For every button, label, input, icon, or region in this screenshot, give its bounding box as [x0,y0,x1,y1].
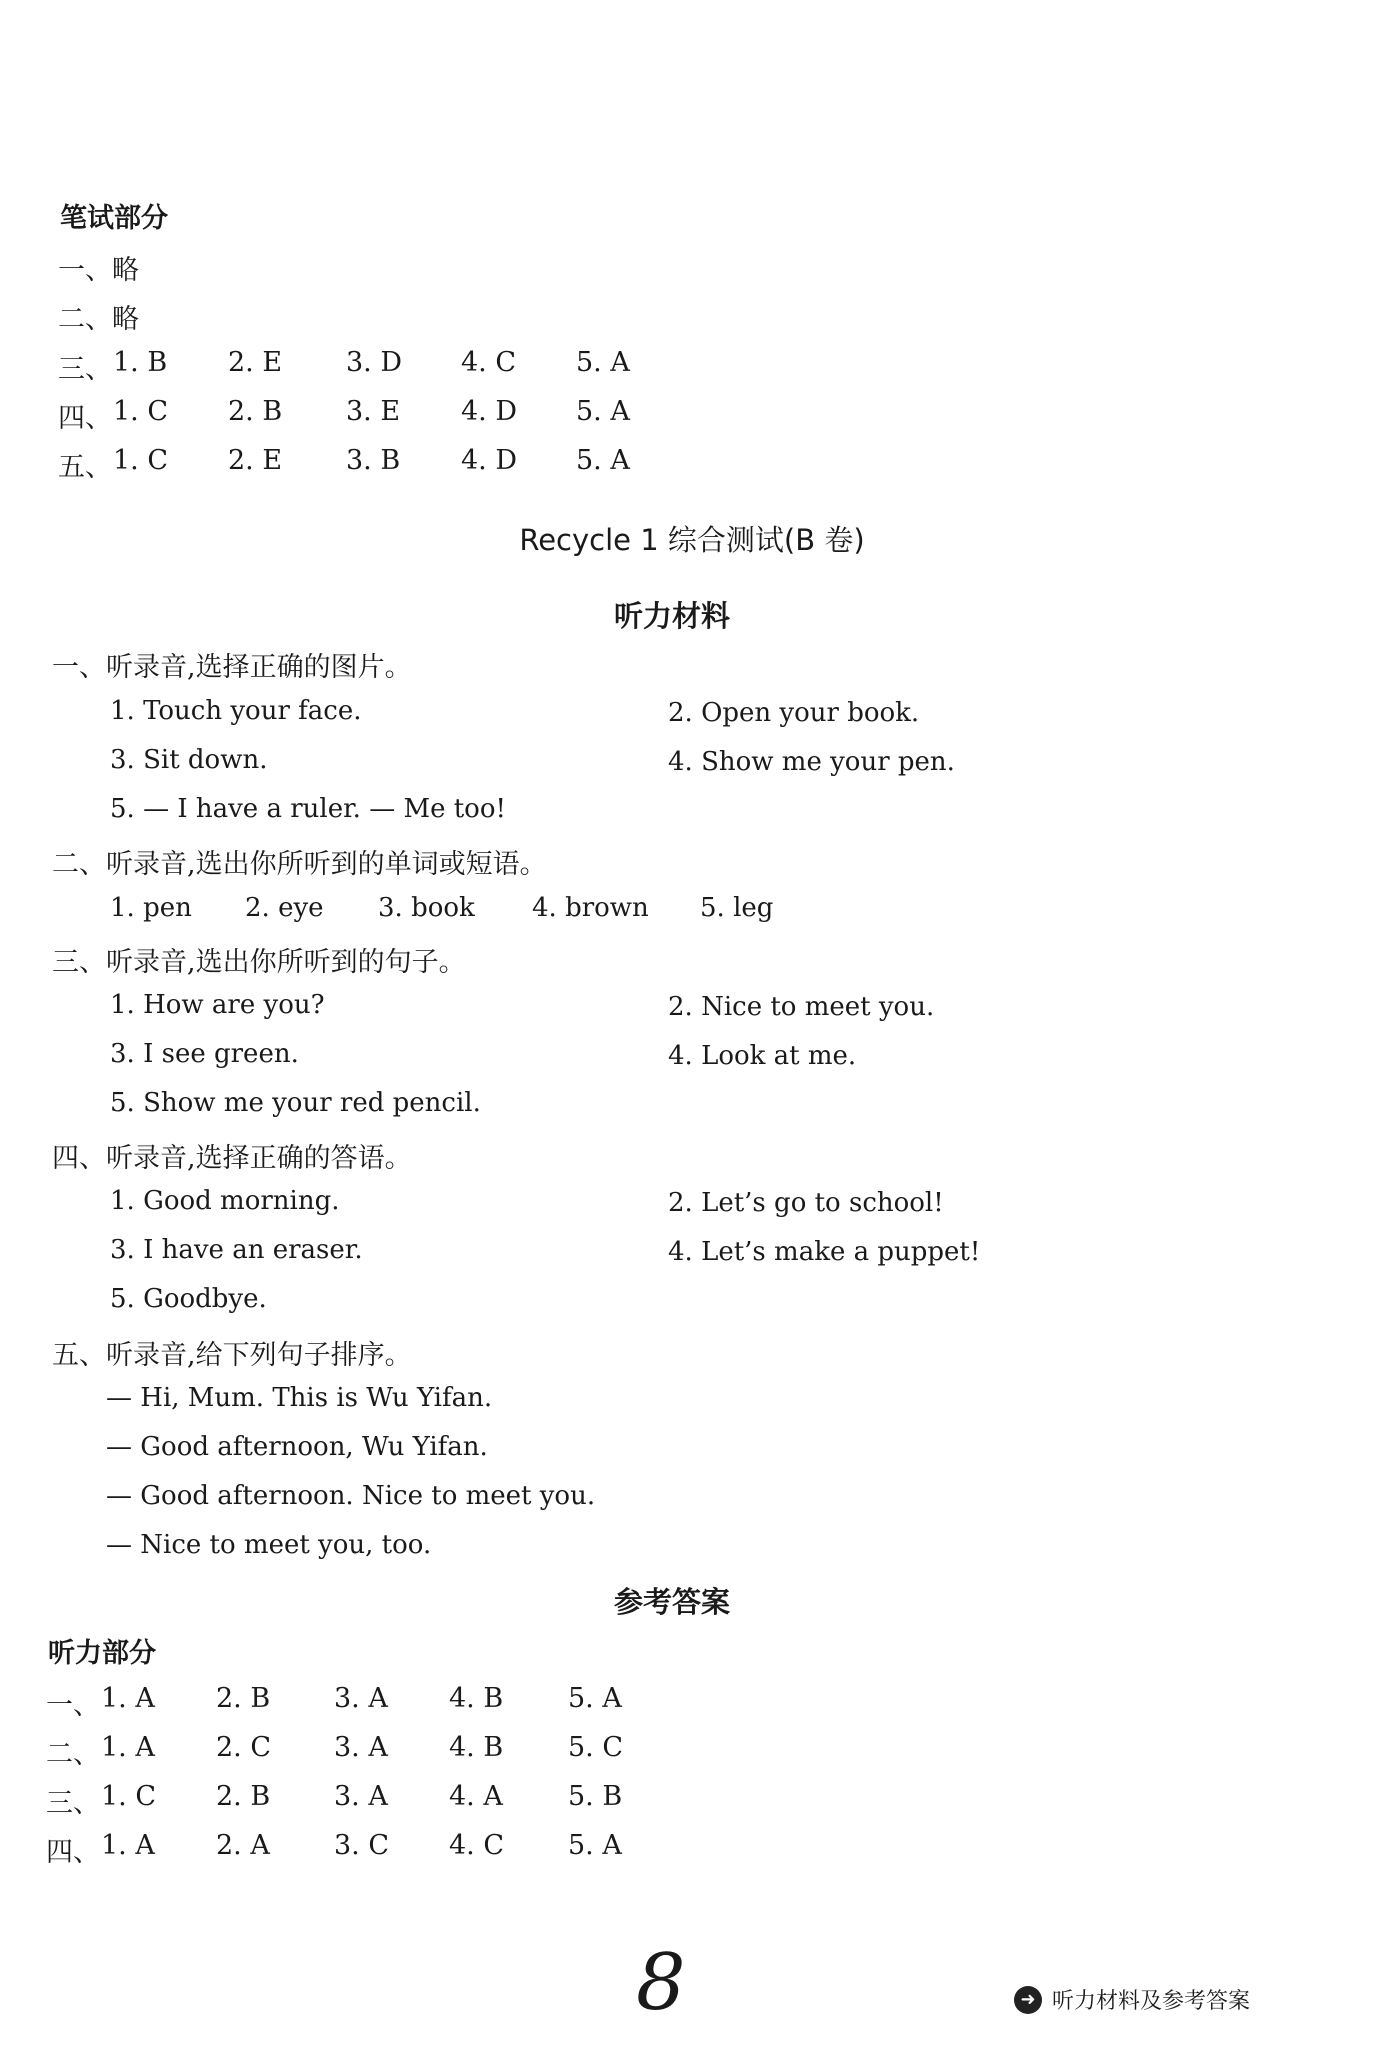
answer-row [46,1683,746,1723]
answer-row [58,248,758,288]
answer-key-heading: 参考答案 [613,1585,730,1619]
question-prompt: 四、听录音,选择正确的答语。 [52,1143,412,1174]
question-item: — Nice to meet you, too. [106,1530,432,1560]
listening-material-heading: 听力材料 [613,599,730,633]
answer-row [58,297,758,337]
question-item: 1. How are you? [110,990,325,1020]
arrow-right-icon: ➜ [1014,1986,1042,2014]
question-item: 4. Show me your pen. [668,747,955,777]
answer-row [58,347,758,387]
answer-row [58,445,758,485]
question-item: 1. pen [110,893,192,923]
listening-answers-heading: 听力部分 [48,1638,156,1669]
written-section-heading: 笔试部分 [60,203,168,234]
answer-row [58,396,758,436]
row-label: 四、 [46,1837,100,1868]
answer-row [46,1830,746,1870]
answer: 3. A [334,1683,388,1714]
row-label: 二、略 [58,304,139,335]
answer-row [46,1732,746,1772]
answer: 4. B [449,1732,504,1763]
answer: 5. B [568,1781,623,1812]
question-item: 5. leg [700,893,774,923]
row-label: 五、 [58,452,112,483]
row-label: 三、 [58,354,112,385]
answer: 4. C [449,1830,505,1861]
answer: 2. B [228,396,283,427]
answer: 1. A [101,1683,155,1714]
answer: 4. D [461,396,517,427]
question-item: 2. Open your book. [668,698,920,728]
footer [1014,1984,1250,2015]
row-label: 三、 [46,1788,100,1819]
answer: 5. A [568,1683,622,1714]
answer: 5. C [568,1732,624,1763]
answer: 2. B [216,1781,271,1812]
answer: 5. A [576,396,630,427]
question-prompt: 二、听录音,选出你所听到的单词或短语。 [52,849,547,880]
answer: 1. C [113,445,169,476]
answer: 3. C [334,1830,390,1861]
question-item: 5. Goodbye. [110,1284,267,1314]
question-item: 3. Sit down. [110,745,268,775]
answer: 4. A [449,1781,503,1812]
question-item: 3. I have an eraser. [110,1235,363,1265]
answer: 4. B [449,1683,504,1714]
footer-label: 听力材料及参考答案 [1052,1989,1251,2014]
question-item: — Good afternoon, Wu Yifan. [106,1432,488,1462]
question-item: 2. Nice to meet you. [668,992,935,1022]
answer: 3. B [346,445,401,476]
answer: 5. A [568,1830,622,1861]
answer: 2. A [216,1830,270,1861]
answer: 1. A [101,1830,155,1861]
answer: 2. E [228,347,283,378]
answer: 1. C [113,396,169,427]
row-label: 二、 [46,1739,100,1770]
answer: 4. C [461,347,517,378]
question-item: 3. I see green. [110,1039,299,1069]
question-item: 2. Let’s go to school! [668,1188,944,1218]
answer: 3. E [346,396,401,427]
answer: 5. A [576,445,630,476]
question-item: — Good afternoon. Nice to meet you. [106,1481,596,1511]
answer: 1. A [101,1732,155,1763]
answer: 2. C [216,1732,272,1763]
question-item: 5. Show me your red pencil. [110,1088,481,1118]
question-prompt: 三、听录音,选出你所听到的句子。 [52,947,466,978]
row-label: 一、 [46,1690,100,1721]
answer: 2. B [216,1683,271,1714]
question-item: 5. — I have a ruler. — Me too! [110,794,506,824]
answer: 1. C [101,1781,157,1812]
question-item: 4. Look at me. [668,1041,857,1071]
question-item: — Hi, Mum. This is Wu Yifan. [106,1383,493,1413]
row-label: 一、略 [58,255,139,286]
answer: 3. A [334,1732,388,1763]
answer: 5. A [576,347,630,378]
question-prompt: 五、听录音,给下列句子排序。 [52,1340,412,1371]
answer: 4. D [461,445,517,476]
page-number: 8 [636,1938,686,2028]
question-item: 1. Touch your face. [110,696,362,726]
answer: 2. E [228,445,283,476]
answer: 1. B [113,347,168,378]
question-item: 4. brown [532,893,649,923]
answer: 3. D [346,347,402,378]
question-item: 3. book [378,893,475,923]
question-prompt: 一、听录音,选择正确的图片。 [52,652,412,683]
test-title: Recycle 1 综合测试(B 卷) [519,523,865,557]
row-label: 四、 [58,403,112,434]
question-item: 4. Let’s make a puppet! [668,1237,981,1267]
question-item: 2. eye [245,893,324,923]
answer: 3. A [334,1781,388,1812]
question-item: 1. Good morning. [110,1186,340,1216]
answer-row [46,1781,746,1821]
